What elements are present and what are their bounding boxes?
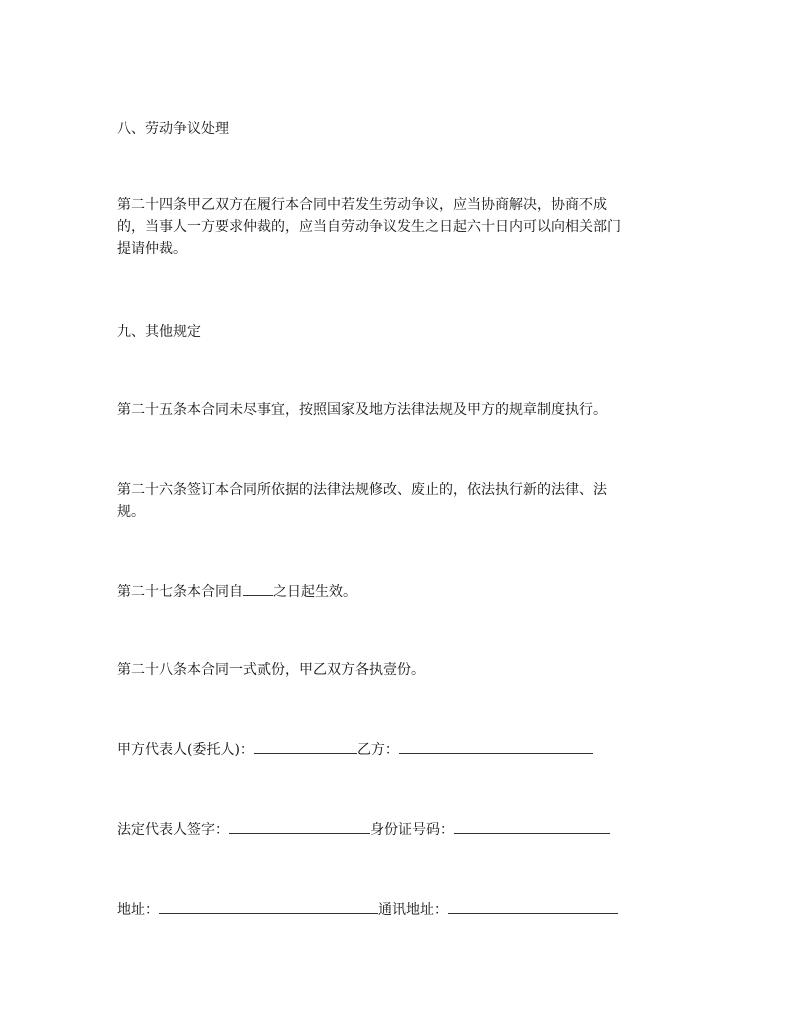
- address-field[interactable]: [159, 898, 378, 914]
- mail-address-field[interactable]: [448, 898, 618, 914]
- article-28: 第二十八条本合同一式贰份，甲乙双方各执壹份。: [117, 662, 425, 678]
- legal-rep-signature-field[interactable]: [229, 818, 370, 834]
- party-a-field[interactable]: [254, 738, 357, 754]
- mail-address-label: 通讯地址：: [378, 902, 448, 918]
- article-27-text-after: 之日起生效。: [273, 584, 357, 600]
- article-27-text-before: 第二十七条本合同自: [117, 584, 243, 600]
- article-24-line-1: 第二十四条甲乙双方在履行本合同中若发生劳动争议，应当协商解决，协商不成: [117, 197, 607, 213]
- address-label: 地址：: [117, 902, 159, 918]
- article-25: 第二十五条本合同未尽事宜，按照国家及地方法律法规及甲方的规章制度执行。: [117, 402, 607, 418]
- id-number-label: 身份证号码：: [370, 822, 454, 838]
- article-24-line-3: 提请仲裁。: [117, 241, 187, 257]
- party-b-label: 乙方：: [356, 742, 399, 758]
- signature-row-address: [117, 898, 677, 921]
- effective-date-blank[interactable]: [243, 580, 273, 596]
- id-number-field[interactable]: [454, 818, 610, 834]
- section-heading-9: 九、其他规定: [117, 324, 201, 340]
- article-27: [117, 580, 677, 603]
- article-24: [117, 194, 677, 260]
- signature-row-parties: [117, 738, 677, 761]
- party-a-label: 甲方代表人(委托人)：: [117, 742, 254, 758]
- article-26: [117, 479, 677, 523]
- party-b-field[interactable]: [399, 738, 593, 754]
- section-heading-8: 八、劳动争议处理: [117, 121, 229, 137]
- signature-row-rep: [117, 818, 677, 841]
- article-26-line-1: 第二十六条签订本合同所依据的法律法规修改、废止的，依法执行新的法律、法: [117, 482, 607, 498]
- article-26-line-2: 规。: [117, 504, 145, 520]
- article-24-line-2: 的，当事人一方要求仲裁的，应当自劳动争议发生之日起六十日内可以向相关部门: [117, 219, 621, 235]
- legal-rep-label: 法定代表人签字：: [117, 822, 229, 838]
